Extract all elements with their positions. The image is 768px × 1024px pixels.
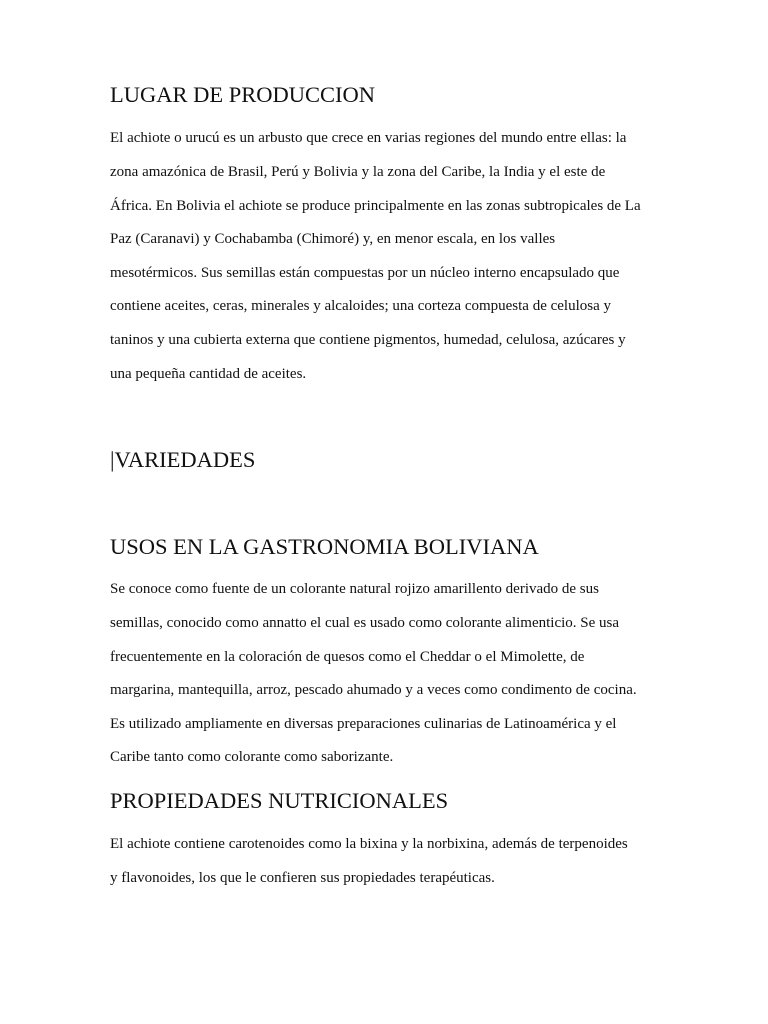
- heading-lugar-de-produccion: LUGAR DE PRODUCCION: [110, 82, 376, 107]
- paragraph-line: una pequeña cantidad de aceites.: [110, 366, 307, 382]
- paragraph-line: África. En Bolivia el achiote se produce principalmente en las zonas subtropicales de La: [110, 198, 641, 214]
- paragraph-line: Es utilizado ampliamente en diversas preparaciones culinarias de Latinoamérica y el: [110, 716, 617, 732]
- paragraph-line: Caribe tanto como colorante como saborizante.: [110, 749, 394, 765]
- paragraph-line: Se conoce como fuente de un colorante natural rojizo amarillento derivado de sus: [110, 581, 599, 597]
- heading-propiedades-nutricionales: PROPIEDADES NUTRICIONALES: [110, 788, 449, 813]
- paragraph-line: zona amazónica de Brasil, Perú y Bolivia y la zona del Caribe, la India y el este de: [110, 164, 606, 180]
- paragraph-line: Paz (Caranavi) y Cochabamba (Chimoré) y, en menor escala, en los valles: [110, 231, 556, 247]
- heading-usos-gastronomia: USOS EN LA GASTRONOMIA BOLIVIANA: [110, 534, 539, 559]
- paragraph-line: semillas, conocido como annatto el cual es usado como colorante alimenticio. Se usa: [110, 615, 620, 631]
- paragraph-line: margarina, mantequilla, arroz, pescado ahumado y a veces como condimento de cocina.: [110, 682, 637, 698]
- paragraph-line: contiene aceites, ceras, minerales y alcaloides; una corteza compuesta de celulosa y: [110, 298, 612, 314]
- paragraph-line: y flavonoides, los que le confieren sus propiedades terapéuticas.: [110, 870, 495, 886]
- heading-variedades: |VARIEDADES: [110, 447, 256, 472]
- paragraph-line: taninos y una cubierta externa que contiene pigmentos, humedad, celulosa, azúcares y: [110, 332, 626, 348]
- paragraph-line: El achiote contiene carotenoides como la bixina y la norbixina, además de terpenoides: [110, 836, 628, 852]
- paragraph-line: frecuentemente en la coloración de quesos como el Cheddar o el Mimolette, de: [110, 649, 585, 665]
- paragraph-line: mesotérmicos. Sus semillas están compuestas por un núcleo interno encapsulado que: [110, 265, 620, 281]
- paragraph-line: El achiote o urucú es un arbusto que crece en varias regiones del mundo entre ellas: la: [110, 130, 627, 146]
